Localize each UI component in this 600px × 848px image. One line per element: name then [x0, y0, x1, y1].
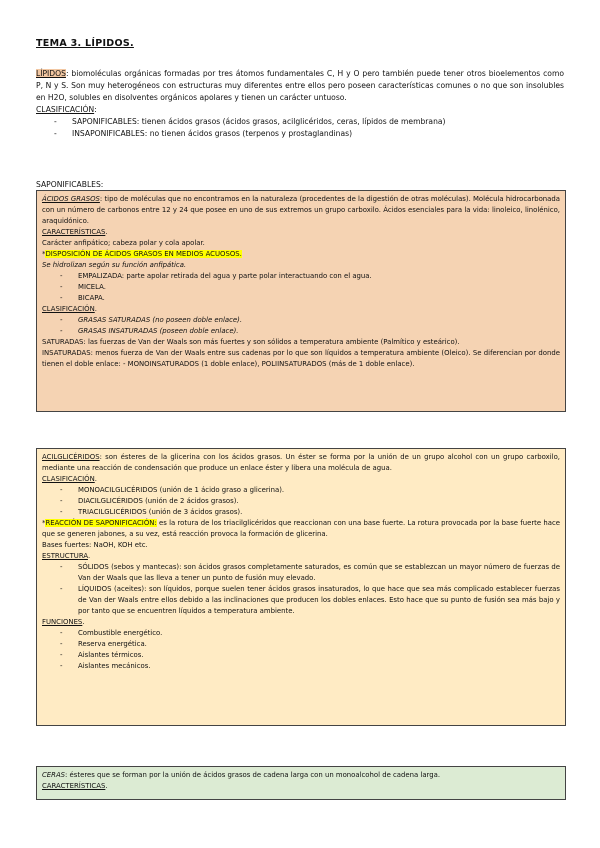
clasificacion-heading: CLASIFICACIÓN.	[42, 305, 97, 313]
saponificacion-label: REACCIÓN DE SAPONIFICACIÓN:	[45, 519, 157, 527]
list-item: - GRASAS INSATURADAS (poseen doble enlace).	[42, 326, 560, 337]
funciones-list	[42, 628, 560, 672]
intro-clasificacion-list	[36, 116, 564, 140]
funciones-heading: FUNCIONES.	[42, 618, 85, 626]
acidos-grasos-term: ÁCIDOS GRASOS	[42, 195, 100, 203]
ceras-box	[36, 766, 566, 800]
clasificacion-list	[42, 315, 560, 337]
list-item: - SAPONIFICABLES: tienen ácidos grasos (ácidos grasos, acilglicéridos, ceras, lípidos de membrana)	[36, 116, 564, 128]
acilgliceridos-term: ACILGLICÉRIDOS	[42, 453, 100, 461]
list-item: - LÍQUIDOS (aceites): son líquidos, porque suelen tener ácidos grasos insaturados, lo que hace que sea más complicado establecer fuerzas de Van der Waals entre ellos debido a las inclinaciones que producen los dobles enlaces. Esto hace que su punto de fusión sea más bajo y por tanto que se encuentren líquidos a temperatura ambiente.	[42, 584, 560, 617]
list-item: - Aislantes mecánicos.	[42, 661, 560, 672]
intro-section	[36, 68, 564, 140]
saponificables-heading: SAPONIFICABLES:	[36, 180, 104, 189]
acilgliceridos-paragraph: ACILGLICÉRIDOS: son ésteres de la glicerina con los ácidos grasos. Un éster se forma por la unión de un grupo alcohol con un grupo carboxilo, mediante una reacción de condensación que produce un enlace éster y libera una molécula de agua.	[42, 453, 560, 472]
list-item: - GRASAS SATURADAS (no poseen doble enlace).	[42, 315, 560, 326]
list-item: - Combustible energético.	[42, 628, 560, 639]
list-item: - MONOACILGLICÉRIDOS (unión de 1 ácido graso a glicerina).	[42, 485, 560, 496]
acidos-grasos-paragraph: ÁCIDOS GRASOS: tipo de moléculas que no encontramos en la naturaleza (procedentes de la digestión de otras moléculas). Molécula hidrocarbonada con un número de carbonos entre 12 y 24 que posee en uno de sus extremos un grupo carboxilo. Ácidos esenciales para la vida: linoleico, linolénico, araquidónico.	[42, 195, 560, 225]
list-item: - EMPALIZADA: parte apolar retirada del agua y parte polar interactuando con el agua.	[42, 271, 560, 282]
saturadas-text: SATURADAS: las fuerzas de Van der Waals son más fuertes y son sólidos a temperatura ambiente (Palmítico y esteárico).	[42, 338, 460, 346]
list-item: - DIACILGLICÉRIDOS (unión de 2 ácidos grasos).	[42, 496, 560, 507]
intro-text: : biomoléculas orgánicas formadas por tres átomos fundamentales C, H y O pero también puede tener otros bioelementos como P, N y S. Son muy heterogéneos con estructuras muy diferentes entre ellos pero poseen características comunes o no que son insolubles en H2O, solubles en disolventes orgánicos apolares y tienen un carácter untuoso.	[36, 69, 564, 102]
lipidos-term: LÍPIDOS	[36, 69, 66, 78]
ceras-term: CERAS	[42, 771, 66, 779]
caracter-text: Carácter anfipático; cabeza polar y cola apolar.	[42, 239, 205, 247]
list-item: - BICAPA.	[42, 293, 560, 304]
list-item: - MICELA.	[42, 282, 560, 293]
acidos-grasos-box	[36, 190, 566, 412]
bases-text: Bases fuertes: NaOH, KOH etc.	[42, 541, 148, 549]
estructura-heading: ESTRUCTURA.	[42, 552, 91, 560]
list-item: - Reserva energética.	[42, 639, 560, 650]
clasificacion-list	[42, 485, 560, 518]
hidrolizan-text: Se hidrolizan según su función anfipática.	[42, 261, 187, 269]
disposicion-list	[42, 271, 560, 304]
intro-paragraph	[36, 68, 564, 104]
insaturadas-text: INSATURADAS: menos fuerza de Van der Waals entre sus cadenas por lo que son líquidos a temperatura ambiente (Oleico). Se diferencian por donde tienen el doble enlace: - MONOINSATURADOS (1 doble enlace), POLIINSATURADOS (más de 1 doble enlace).	[42, 349, 560, 368]
caracteristicas-heading: CARACTERÍSTICAS.	[42, 782, 108, 790]
intro-clasificacion-heading: CLASIFICACIÓN:	[36, 105, 97, 114]
saponificacion-paragraph: *REACCIÓN DE SAPONIFICACIÓN: es la rotura de los triacilglicéridos que reaccionan con una base fuerte. La rotura provocada por la base fuerte hace que se generen jabones, a su vez, está reacción provoca la formación de glicerina.	[42, 519, 560, 538]
caracteristicas-heading: CARACTERÍSTICAS.	[42, 228, 108, 236]
clasificacion-heading: CLASIFICACIÓN.	[42, 475, 97, 483]
page-title: TEMA 3. LÍPIDOS.	[36, 38, 134, 49]
list-item: - INSAPONIFICABLES: no tienen ácidos grasos (terpenos y prostaglandinas)	[36, 128, 564, 140]
list-item: - Aislantes térmicos.	[42, 650, 560, 661]
estructura-list	[42, 562, 560, 617]
ceras-paragraph: CERAS: ésteres que se forman por la unión de ácidos grasos de cadena larga con un monoalcohol de cadena larga.	[42, 771, 441, 779]
acilgliceridos-box	[36, 448, 566, 726]
list-item: - SÓLIDOS (sebos y mantecas): son ácidos grasos completamente saturados, es común que se establezcan un mayor número de fuerzas de Van der Waals que las lleva a tener un punto de fusión muy elevado.	[42, 562, 560, 584]
disposicion-heading: *DISPOSICIÓN DE ÁCIDOS GRASOS EN MEDIOS ACUOSOS.	[42, 250, 242, 258]
list-item: - TRIACILGLICÉRIDOS (unión de 3 ácidos grasos).	[42, 507, 560, 518]
